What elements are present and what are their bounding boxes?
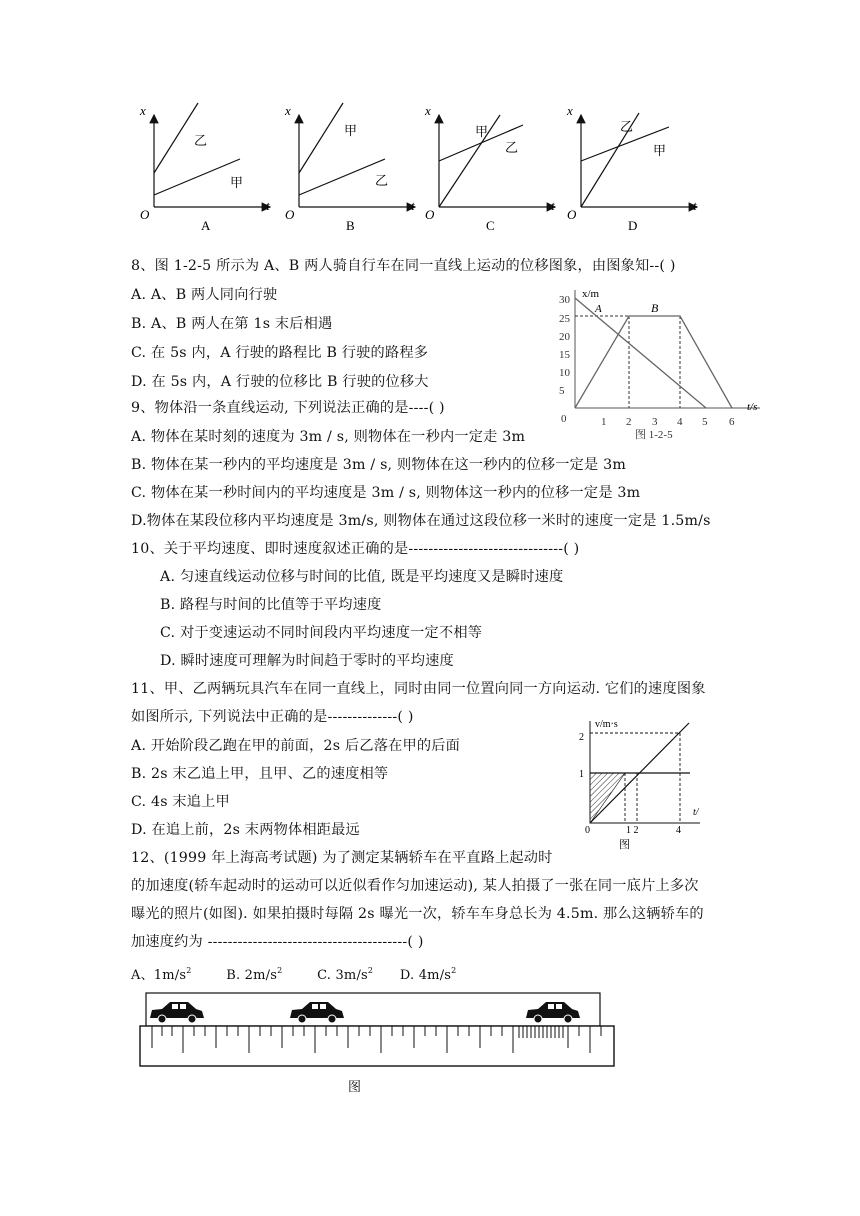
- label-b: 乙: [505, 140, 519, 155]
- svg-text:10: 10: [559, 367, 570, 379]
- q12-figure-caption: 图: [348, 1080, 362, 1095]
- y-tick-1: 1: [579, 769, 584, 780]
- origin-label: O: [425, 207, 435, 222]
- origin-label: O: [285, 207, 295, 222]
- q9-option-a: A. 物体在某时刻的速度为 3m / s, 则物体在一秒内一定走 3m: [131, 429, 526, 445]
- q10-option-b: B. 路程与时间的比值等于平均速度: [160, 597, 382, 613]
- q12-option-d: D. $4m/s^2$: [399, 966, 457, 983]
- x-axis-label: t: [551, 198, 555, 213]
- y-axis-label: x: [567, 103, 573, 118]
- x-axis-label: t: [411, 198, 415, 213]
- svg-text:5: 5: [559, 385, 565, 397]
- q9-option-d: D.物体在某段位移内平均速度是 3m/s, 则物体在通过这段位移一米时的速度一定是 1.5m/s: [131, 513, 711, 529]
- y-tick-0: 0: [585, 825, 590, 836]
- line-jia: [154, 159, 240, 195]
- label-a: 乙: [620, 119, 634, 134]
- label-a: A: [595, 303, 602, 315]
- origin-label: O: [140, 207, 150, 222]
- figure-caption: 图 1-2-5: [635, 429, 673, 441]
- q12-line-4: 加速度约为 ----------------------------------------( ): [131, 934, 424, 950]
- svg-text:6: 6: [729, 416, 735, 428]
- x-axis-label: t/s: [747, 401, 758, 413]
- q12-options: [131, 961, 456, 986]
- q11-option-a: A. 开始阶段乙跑在甲的前面，2s 后乙落在甲的后面: [131, 738, 461, 754]
- q10-stem: 10、关于平均速度、即时速度叙述正确的是-------------------------------( ): [131, 541, 580, 557]
- photo-frame: [146, 993, 600, 1026]
- xt-graphs: [120, 95, 720, 240]
- svg-text:20: 20: [559, 331, 570, 343]
- q9-option-b: B. 物体在某一秒内的平均速度是 3m / s, 则物体在这一秒内的位移一定是 3m: [131, 457, 626, 473]
- graph-d: [566, 103, 697, 233]
- x-axis-label: t: [693, 198, 697, 213]
- q8-option-c: C. 在 5s 内，A 行驶的路程比 B 行驶的路程多: [131, 345, 429, 361]
- q10-option-c: C. 对于变速运动不同时间段内平均速度一定不相等: [160, 625, 483, 641]
- graph-letter: B: [346, 218, 355, 233]
- q12-line-1: 12、(1999 年上海高考试题) 为了测定某辆轿车在平直路上起动时: [131, 850, 553, 866]
- x-tick-4: 4: [676, 825, 681, 836]
- label-bottom: 甲: [230, 175, 244, 190]
- y-tick-2: 2: [579, 732, 584, 743]
- q8-option-d: D. 在 5s 内，A 行驶的位移比 B 行驶的位移大: [131, 374, 429, 390]
- x-tick-12: 1 2: [626, 825, 639, 836]
- svg-text:4: 4: [677, 416, 683, 428]
- origin-label: O: [567, 207, 577, 222]
- q12-option-a: A、$1m/s^2$: [131, 966, 192, 983]
- graph-a: [139, 103, 270, 233]
- y-axis-label: x: [285, 103, 291, 118]
- car-icon: [526, 1002, 580, 1023]
- label-b: 甲: [653, 143, 667, 158]
- q8-option-b: B. A、B 两人在第 1s 末后相遇: [131, 316, 333, 332]
- car-exposure-figure: [138, 990, 618, 1070]
- svg-text:2: 2: [626, 416, 632, 428]
- figure-1-2-5: [555, 282, 770, 442]
- x-axis-label: t/: [693, 807, 699, 818]
- q11-option-c: C. 4s 末追上甲: [131, 794, 230, 810]
- graph-b: [284, 103, 415, 233]
- line-jia: [299, 103, 343, 173]
- graph-letter: D: [628, 218, 638, 233]
- y-axis-label: v/m·s: [595, 719, 618, 730]
- velocity-time-figure: [575, 715, 705, 855]
- figure-caption: 图: [619, 839, 630, 851]
- x-axis-label: t: [266, 198, 270, 213]
- q8-option-a: A. A、B 两人同向行驶: [131, 287, 278, 303]
- q12-option-b: B. $2m/s^2$: [226, 966, 283, 983]
- car-icon: [290, 1002, 344, 1023]
- car-icon: [150, 1002, 204, 1023]
- q11-stem-2: 如图所示, 下列说法中正确的是--------------( ): [131, 709, 414, 725]
- q9-stem: 9、物体沿一条直线运动, 下列说法正确的是----( ): [131, 400, 445, 416]
- q11-option-b: B. 2s 末乙追上甲，且甲、乙的速度相等: [131, 766, 389, 782]
- svg-text:30: 30: [559, 294, 570, 306]
- q9-option-c: C. 物体在某一秒时间内的平均速度是 3m / s, 则物体这一秒内的位移一定是 3m: [131, 485, 641, 501]
- label-b: B: [651, 301, 659, 315]
- svg-text:5: 5: [702, 416, 708, 428]
- q11-stem-1: 11、甲、乙两辆玩具汽车在同一直线上，同时由同一位置向同一方向运动. 它们的速度图象: [131, 681, 706, 697]
- label-top: 甲: [344, 123, 358, 138]
- y-tick-labels: [559, 294, 571, 425]
- line-yi: [154, 103, 198, 173]
- line-steep: [439, 115, 500, 207]
- q10-option-d: D. 瞬时速度可理解为时间趋于零时的平均速度: [160, 653, 454, 669]
- graph-letter: A: [201, 218, 211, 233]
- hatched-region: [590, 773, 625, 823]
- q12-line-3: 曝光的照片(如图). 如果拍摄时每隔 2s 曝光一次，轿车车身总长为 4.5m. 那么这辆轿车的: [131, 906, 704, 922]
- svg-text:1: 1: [601, 416, 607, 428]
- svg-text:0: 0: [561, 413, 567, 425]
- y-axis-label: x: [425, 103, 431, 118]
- q10-option-a: A. 匀速直线运动位移与时间的比值, 既是平均速度又是瞬时速度: [160, 569, 564, 585]
- y-axis-label: x/m: [582, 288, 600, 300]
- line-yi: [299, 159, 385, 195]
- label-a: 甲: [475, 124, 489, 139]
- graph-letter: C: [486, 218, 495, 233]
- q12-line-2: 的加速度(轿车起动时的运动可以近似看作匀加速运动), 某人拍摄了一张在同一底片上多次: [131, 878, 699, 894]
- svg-text:15: 15: [559, 349, 570, 361]
- label-top: 乙: [194, 133, 208, 148]
- q8-stem: 8、图 1-2-5 所示为 A、B 两人骑自行车在同一直线上运动的位移图象，由图象知--( ): [131, 258, 676, 274]
- q11-option-d: D. 在追上前，2s 末两物体相距最远: [131, 822, 360, 838]
- q12-option-c: C. $3m/s^2$: [317, 966, 374, 983]
- svg-text:25: 25: [559, 313, 570, 325]
- y-axis-label: x: [140, 103, 146, 118]
- line-b: [575, 316, 732, 408]
- label-bottom: 乙: [375, 173, 389, 188]
- graph-c: [424, 103, 555, 233]
- x-tick-labels: [601, 416, 735, 428]
- svg-text:3: 3: [652, 416, 658, 428]
